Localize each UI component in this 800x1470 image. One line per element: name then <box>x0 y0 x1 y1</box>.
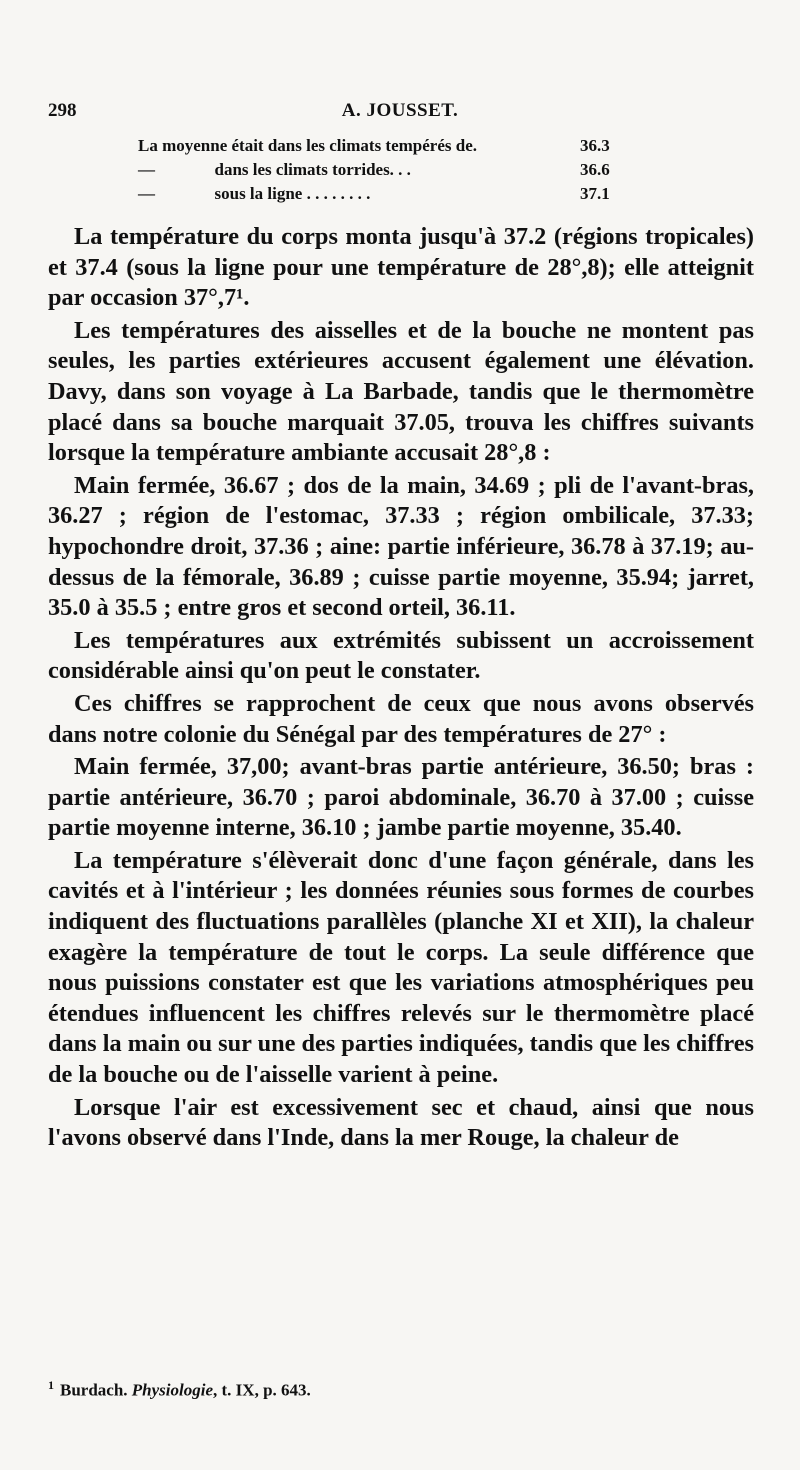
paragraph: Main fermée, 36.67 ; dos de la main, 34.69 ; pli de l'avant-bras, 36.27 ; région de l'estomac, 37.33 ; région ombilicale, 37.33; hypochondre droit, 37.36 ; aine: partie inférieure, 36.78 à 37.19; au-dessus de la fémorale, 36.89 ; cuisse partie moyenne, 35.94; jarret, 35.0 à 35.5 ; entre gros et second orteil, 36.11. <box>48 471 754 622</box>
paragraph: Les températures aux extrémités subissent un accroissement considérable ainsi qu'on peut le constater. <box>48 626 754 685</box>
paragraph: La température s'élèverait donc d'une façon générale, dans les cavités et à l'intérieur ; les données réunies sous formes de courbes indiquent des fluctuations parallèles (planche XI et XII), la chaleur exagère la température de tout le corps. La seule différence que nous puissions constater est que les variations atmosphériques peu étendues influencent les chiffres relevés sur le thermomètre placé dans la main ou sur une des parties indiquées, tandis que les chiffres de la bouche ou de l'aisselle varient à peine. <box>48 846 754 1089</box>
row-value: 36.6 <box>580 160 610 179</box>
footnote-work: Physiologie <box>131 1380 214 1400</box>
footnote-author: Burdach. <box>60 1380 128 1400</box>
row-label: — dans les climats torrides. . . <box>138 160 411 179</box>
paragraph: La température du corps monta jusqu'à 37.2 (régions tropicales) et 37.4 (sous la ligne pour une température de 28°,8); elle atteignit par occasion 37°,7¹. <box>48 223 754 312</box>
page-header <box>48 96 752 128</box>
body-text <box>48 222 754 1154</box>
page-number: 298 <box>48 100 77 121</box>
row-label: — sous la ligne . . . . . . . . <box>138 184 371 203</box>
table-row <box>138 136 638 160</box>
row-value: 37.1 <box>580 184 610 203</box>
row-value: 36.3 <box>580 136 610 155</box>
footnote-ref: , t. IX, p. 643. <box>213 1380 311 1400</box>
footnote <box>48 1378 754 1401</box>
paragraph: Main fermée, 37,00; avant-bras partie antérieure, 36.50; bras : partie antérieure, 36.70 ; paroi abdominale, 36.70 à 37.00 ; cuisse partie moyenne interne, 36.10 ; jambe partie moyenne, 35.40. <box>48 753 754 842</box>
paragraph: Lorsque l'air est excessivement sec et chaud, ainsi que nous l'avons observé dans l'Inde, dans la mer Rouge, la chaleur de <box>48 1093 754 1152</box>
summary-table <box>138 136 638 208</box>
paragraph: Les températures des aisselles et de la bouche ne montent pas seules, les parties extérieures accusent également une élévation. Davy, dans son voyage à La Barbade, tandis que le thermomètre placé dans sa bouche marquait 37.05, trouva les chiffres suivants lorsque la température ambiante accusait 28°,8 : <box>48 316 754 467</box>
running-title: A. JOUSSET. <box>341 100 459 121</box>
table-row <box>138 160 638 184</box>
table-row <box>138 184 638 208</box>
paragraph: Ces chiffres se rapprochent de ceux que nous avons observés dans notre colonie du Sénégal par des températures de 27° : <box>48 689 754 748</box>
footnote-mark: 1 <box>48 1378 54 1392</box>
row-label: La moyenne était dans les climats tempérés de. <box>138 136 478 155</box>
